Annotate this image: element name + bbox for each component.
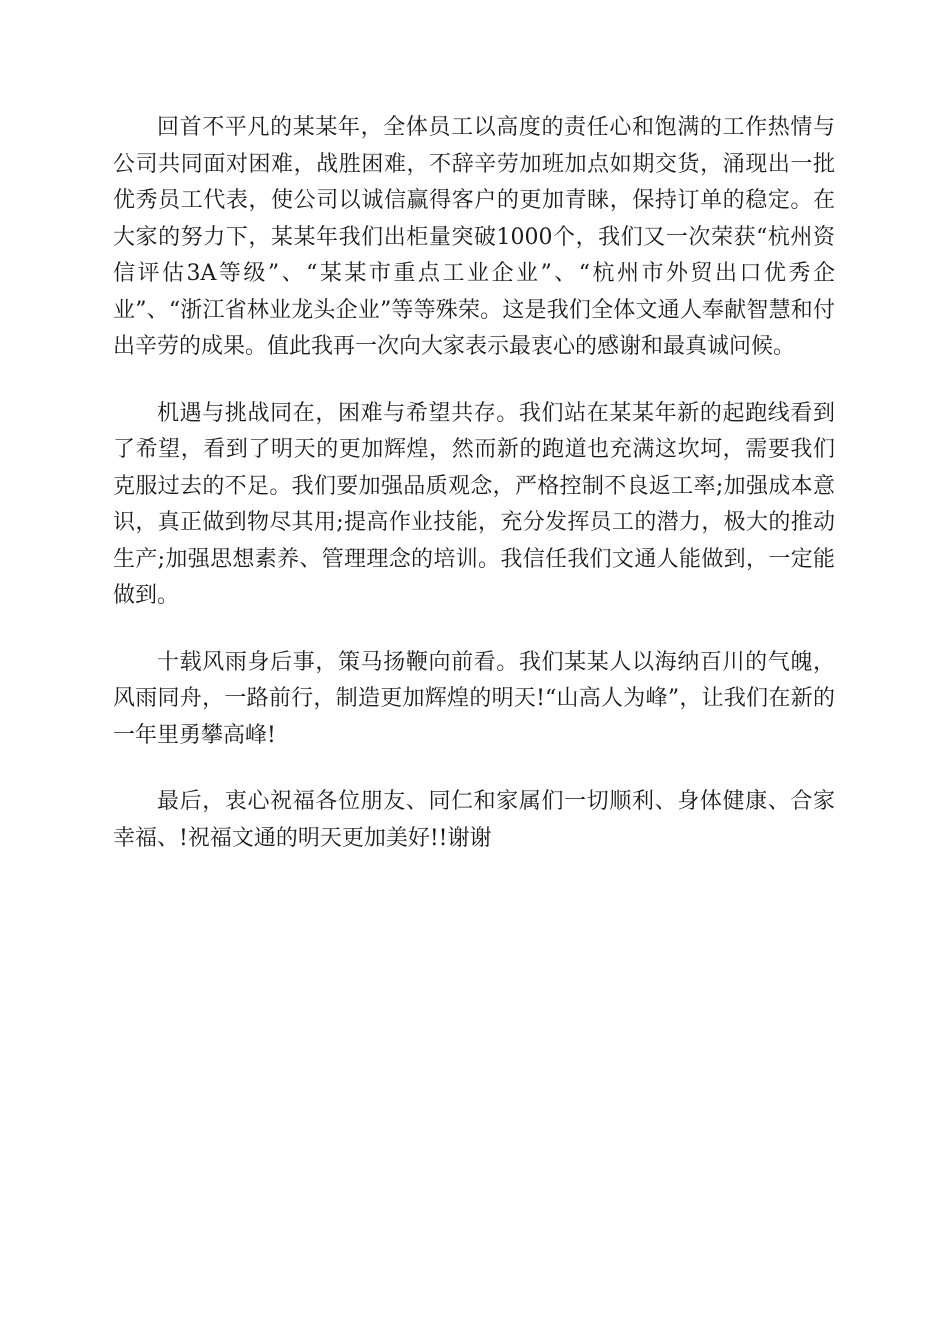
document-body bbox=[113, 110, 835, 857]
paragraph-2: 机遇与挑战同在，困难与希望共存。我们站在某某年新的起跑线看到了希望，看到了明天的更加辉煌，然而新的跑道也充满这坎坷，需要我们克服过去的不足。我们要加强品质观念，严格控制不良返工率;加强成本意识，真正做到物尽其用;提高作业技能，充分发挥员工的潜力，极大的推动生产;加强思想素养、管理理念的培训。我信任我们文通人能做到，一定能做到。 bbox=[113, 400, 835, 608]
paragraph-4: 最后，衷心祝福各位朋友、同仁和家属们一切顺利、身体健康、合家幸福、!祝福文通的明天更加美好!!谢谢 bbox=[113, 789, 835, 851]
paragraph-3: 十载风雨身后事，策马扬鞭向前看。我们某某人以海纳百川的气魄，风雨同舟，一路前行，制造更加辉煌的明天!“山高人为峰”，让我们在新的一年里勇攀高峰! bbox=[113, 649, 835, 748]
paragraph-1: 回首不平凡的某某年，全体员工以高度的责任心和饱满的工作热情与公司共同面对困难，战胜困难，不辞辛劳加班加点如期交货，涌现出一批优秀员工代表，使公司以诚信赢得客户的更加青睐，保持订单的稳定。在大家的努力下，某某年我们出柜量突破1000个，我们又一次荣获“杭州资信评估3A等级”、“某某市重点工业企业”、“杭州市外贸出口优秀企业”、“浙江省林业龙头企业”等等殊荣。这是我们全体文通人奉献智慧和付出辛劳的成果。值此我再一次向大家表示最衷心的感谢和最真诚问候。 bbox=[113, 115, 835, 359]
